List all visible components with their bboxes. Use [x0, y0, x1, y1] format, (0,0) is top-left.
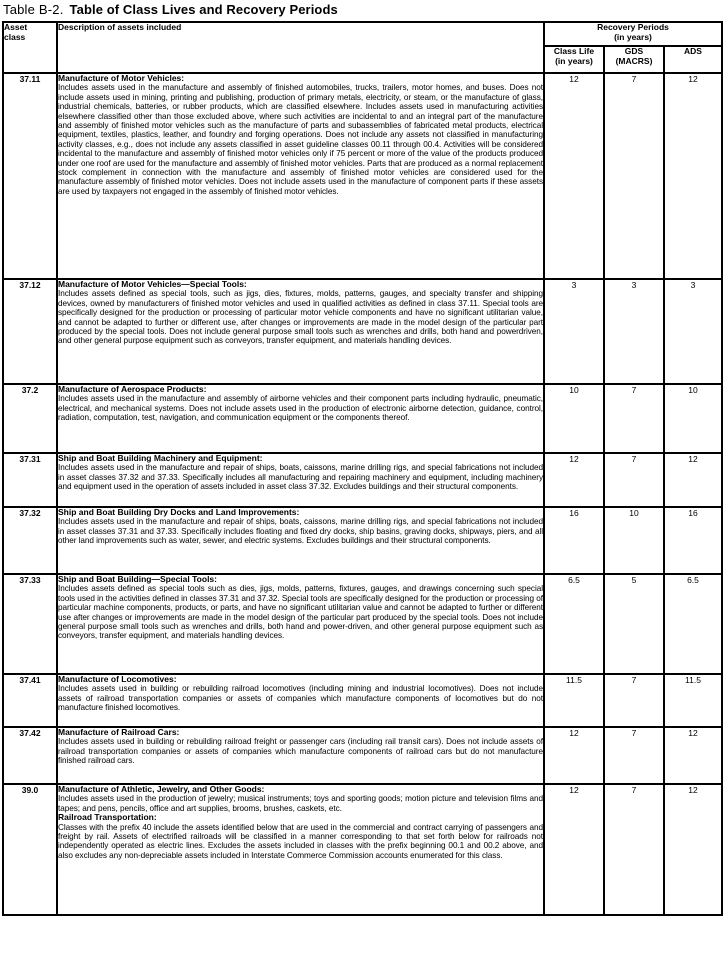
header-class-life-line1: Class Life — [553, 46, 595, 56]
description-content — [58, 454, 543, 506]
table-body — [3, 73, 722, 915]
table-row — [3, 574, 722, 674]
header-recovery-periods — [544, 22, 722, 46]
header-gds-line1: GDS — [624, 46, 644, 56]
asset-class-cell: 37.41 — [3, 674, 57, 727]
header-asset-class — [3, 22, 57, 73]
description-text: Includes assets used in building or rebuilding railroad locomotives (including mining and industrial locomotives). Does not include assets of railroad transportation companies or assets of companies which manufacture components of locomotives but do not manufacture finished locomotives. — [58, 684, 543, 713]
asset-class-cell: 37.12 — [3, 279, 57, 384]
class-life-value: 10 — [544, 384, 604, 453]
header-ads: ADS — [664, 46, 722, 73]
table-row — [3, 674, 722, 727]
description-heading: Manufacture of Railroad Cars: — [58, 727, 180, 737]
description-content — [58, 785, 543, 914]
header-recovery-periods-line2: (in years) — [614, 31, 652, 42]
class-life-value: 11.5 — [544, 674, 604, 727]
description-content — [58, 280, 543, 383]
description-text: Includes assets used in the manufacture and assembly of airborne vehicles and their component parts including hydraulic, pneumatic, electrical, and mechanical systems. Does not include assets used in the production of electronic airborne detection, guidance, control, radiation, computation, test, navigation, and communication equipment or the components thereof. — [58, 394, 543, 423]
description-heading: Manufacture of Aerospace Products: — [58, 384, 207, 394]
asset-class-cell: 37.42 — [3, 727, 57, 784]
asset-class-cell: 39.0 — [3, 784, 57, 915]
header-recovery-periods-line1: Recovery Periods — [597, 22, 669, 32]
description-text: Includes assets used in the manufacture and repair of ships, boats, caissons, marine drilling rigs, and special fabrications not included in asset classes 37.32 and 37.33. Specifically includes all manufacturing and repairing machinery and equipment, including machinery and equipment used in the operation of assets included in asset class 37.32. Excludes buildings and their structural components. — [58, 463, 543, 492]
table-row — [3, 453, 722, 507]
description-cell — [57, 727, 544, 784]
asset-class-cell: 37.33 — [3, 574, 57, 674]
class-life-value: 12 — [544, 727, 604, 784]
class-life-value: 6.5 — [544, 574, 604, 674]
ads-value: 11.5 — [664, 674, 722, 727]
asset-class-cell: 37.11 — [3, 73, 57, 279]
table-row — [3, 727, 722, 784]
description-content — [58, 675, 543, 726]
table-row — [3, 784, 722, 915]
table-row — [3, 507, 722, 574]
class-life-value: 3 — [544, 279, 604, 384]
ads-value: 12 — [664, 784, 722, 915]
ads-value: 3 — [664, 279, 722, 384]
class-life-value: 16 — [544, 507, 604, 574]
header-gds — [604, 46, 664, 73]
description-cell — [57, 574, 544, 674]
header-gds-line2: (MACRS) — [615, 55, 653, 66]
asset-class-cell: 37.32 — [3, 507, 57, 574]
description-content — [58, 575, 543, 673]
header-description: Description of assets included — [57, 22, 544, 73]
description-text: Includes assets used in the production of jewelry; musical instruments; toys and sporting goods; motion picture and television films and tapes; and pens, pencils, office and art supplies, brooms, brushes, caskets, etc. — [58, 794, 543, 813]
asset-class-cell: 37.31 — [3, 453, 57, 507]
description-cell — [57, 279, 544, 384]
ads-value: 10 — [664, 384, 722, 453]
description-cell — [57, 384, 544, 453]
header-asset-class-line2: class — [4, 31, 26, 42]
header-class-life — [544, 46, 604, 73]
table-row — [3, 279, 722, 384]
description-cell — [57, 674, 544, 727]
ads-value: 6.5 — [664, 574, 722, 674]
description-heading: Manufacture of Motor Vehicles—Special Tools: — [58, 279, 247, 289]
description-heading: Manufacture of Motor Vehicles: — [58, 73, 185, 83]
ads-value: 12 — [664, 73, 722, 279]
description-cell — [57, 507, 544, 574]
description-text: Includes assets used in building or rebuilding railroad freight or passenger cars (including rail transit cars). Does not include assets of railroad transportation companies or assets of companies which manufacture components of railroad cars but do not manufacture finished railroad cars. — [58, 737, 543, 766]
ads-value: 12 — [664, 453, 722, 507]
table-header — [3, 22, 722, 73]
description-cell — [57, 453, 544, 507]
gds-value: 3 — [604, 279, 664, 384]
description-cell — [57, 73, 544, 279]
ads-value: 12 — [664, 727, 722, 784]
description-heading: Ship and Boat Building Dry Docks and Land Improvements: — [58, 507, 300, 517]
description-heading: Manufacture of Athletic, Jewelry, and Other Goods: — [58, 784, 265, 794]
ads-value: 16 — [664, 507, 722, 574]
description-cell — [57, 784, 544, 915]
table-title-main: Table of Class Lives and Recovery Periods — [69, 2, 338, 17]
gds-value: 7 — [604, 727, 664, 784]
gds-value: 7 — [604, 674, 664, 727]
table-title-prefix: Table B-2. — [3, 2, 64, 17]
description-content — [58, 74, 543, 278]
asset-class-cell: 37.2 — [3, 384, 57, 453]
description-text: Classes with the prefix 40 include the assets identified below that are used in the commercial and contract carrying of passengers and freight by rail. Assets of electrified railroads will be classified in a manner corresponding to that set forth below for railroads not independently operated as electric lines. Excludes the assets included in classes with the prefix beginning 00.1 and 00.2 above, and also excludes any non-depreciable assets included in Interstate Commerce Commission accounts enumerated for this class. — [58, 822, 543, 860]
description-heading: Manufacture of Locomotives: — [58, 674, 177, 684]
description-text: Includes assets used in the manufacture and assembly of finished automobiles, trucks, trailers, motor homes, and buses. Does not include assets used in mining, printing and publishing, production of primary metals, electricity, or steam, or the manufacture of glass, industrial chemicals, batteries, or rubber products, which are classified elsewhere. Includes assets used in manufacturing activities elsewhere classified other than those excluded above, where such activities are incidental to and an integral part of the manufacture and assembly of finished motor vehicles such as the manufacture of parts and subassemblies of fabricated metal products, electrical equipment, textiles, plastics, leather, and foundry and forging operations. Does not include any assets not classified in manufacturing activity classes, e.g., does not include any assets classified in asset guideline classes 00.11 through 00.4. Activities will be considered incidental to the manufacture and assembly of finished motor vehicles only if 75 percent or more of the value of the products produced under one roof are used for the manufacture and assembly of finished motor vehicles. Parts that are produced as a normal replacement stock complement in connection with the manufacture and assembly of finished motor vehicles are considered used for the manufacture assembly of finished motor vehicles. Does not include assets used in the manufacture of component parts if these assets are used by taxpayers not engaged in the assembly of finished motor vehicles. — [58, 83, 543, 196]
gds-value: 7 — [604, 384, 664, 453]
description-text: Includes assets defined as special tools, such as jigs, dies, fixtures, molds, patterns, gauges, and specialty transfer and shipping devices, owned by manufacturers of finished motor vehicles and used in qualified activities as defined in class 37.11. Special tools are specifically designed for the production or processing of particular motor vehicle components and have no significant utilitarian value, and cannot be adapted to further or different use, after changes or improvements are made in the model design of the particular part produced by the special tools. Does not include general purpose small tools such as wrenches and drills, both hand and powerdriven, and other general purpose equipment such as conveyors, transfer equipment, and materials handling devices. — [58, 289, 543, 346]
gds-value: 7 — [604, 73, 664, 279]
gds-value: 5 — [604, 574, 664, 674]
description-text: Includes assets defined as special tools such as dies, jigs, molds, patterns, fixtures, gauges, and drawings concerning such special tools used in the activities defined in classes 37.31 and 37.32. Special tools are specifically designed for the production or processing of particular machine components, products, or parts, and have no significant utilitarian value and cannot be adapted to further or different use after changes or improvements are made in the model design of the particular part produced by the special tools. Does not include general purpose small tools such as wrenches and drills, both hand and power-driven, and other general purpose equipment such as conveyors, transfer equipment, and materials handling devices. — [58, 584, 543, 641]
description-text: Includes assets used in the manufacture and repair of ships, boats, caissons, marine drilling rigs, and special fabrications not included in asset classes 37.31 and 37.33. Specifically includes floating and fixed dry docks, ship basins, graving docks, shipways, piers, and all other land improvements such as water, sewer, and electric systems. Excludes buildings and their structural components. — [58, 517, 543, 546]
description-content — [58, 385, 543, 452]
description-heading: Railroad Transportation: — [58, 812, 157, 823]
gds-value: 7 — [604, 453, 664, 507]
description-content — [58, 508, 543, 573]
table-row — [3, 73, 722, 279]
description-heading: Ship and Boat Building Machinery and Equipment: — [58, 453, 263, 463]
header-asset-class-line1: Asset — [4, 22, 28, 32]
class-life-value: 12 — [544, 453, 604, 507]
gds-value: 10 — [604, 507, 664, 574]
gds-value: 7 — [604, 784, 664, 915]
class-lives-table — [2, 21, 723, 916]
description-heading: Ship and Boat Building—Special Tools: — [58, 574, 217, 584]
description-content — [58, 728, 543, 783]
table-title — [3, 2, 723, 17]
table-row — [3, 384, 722, 453]
header-class-life-line2: (in years) — [555, 55, 593, 66]
class-life-value: 12 — [544, 73, 604, 279]
class-life-value: 12 — [544, 784, 604, 915]
